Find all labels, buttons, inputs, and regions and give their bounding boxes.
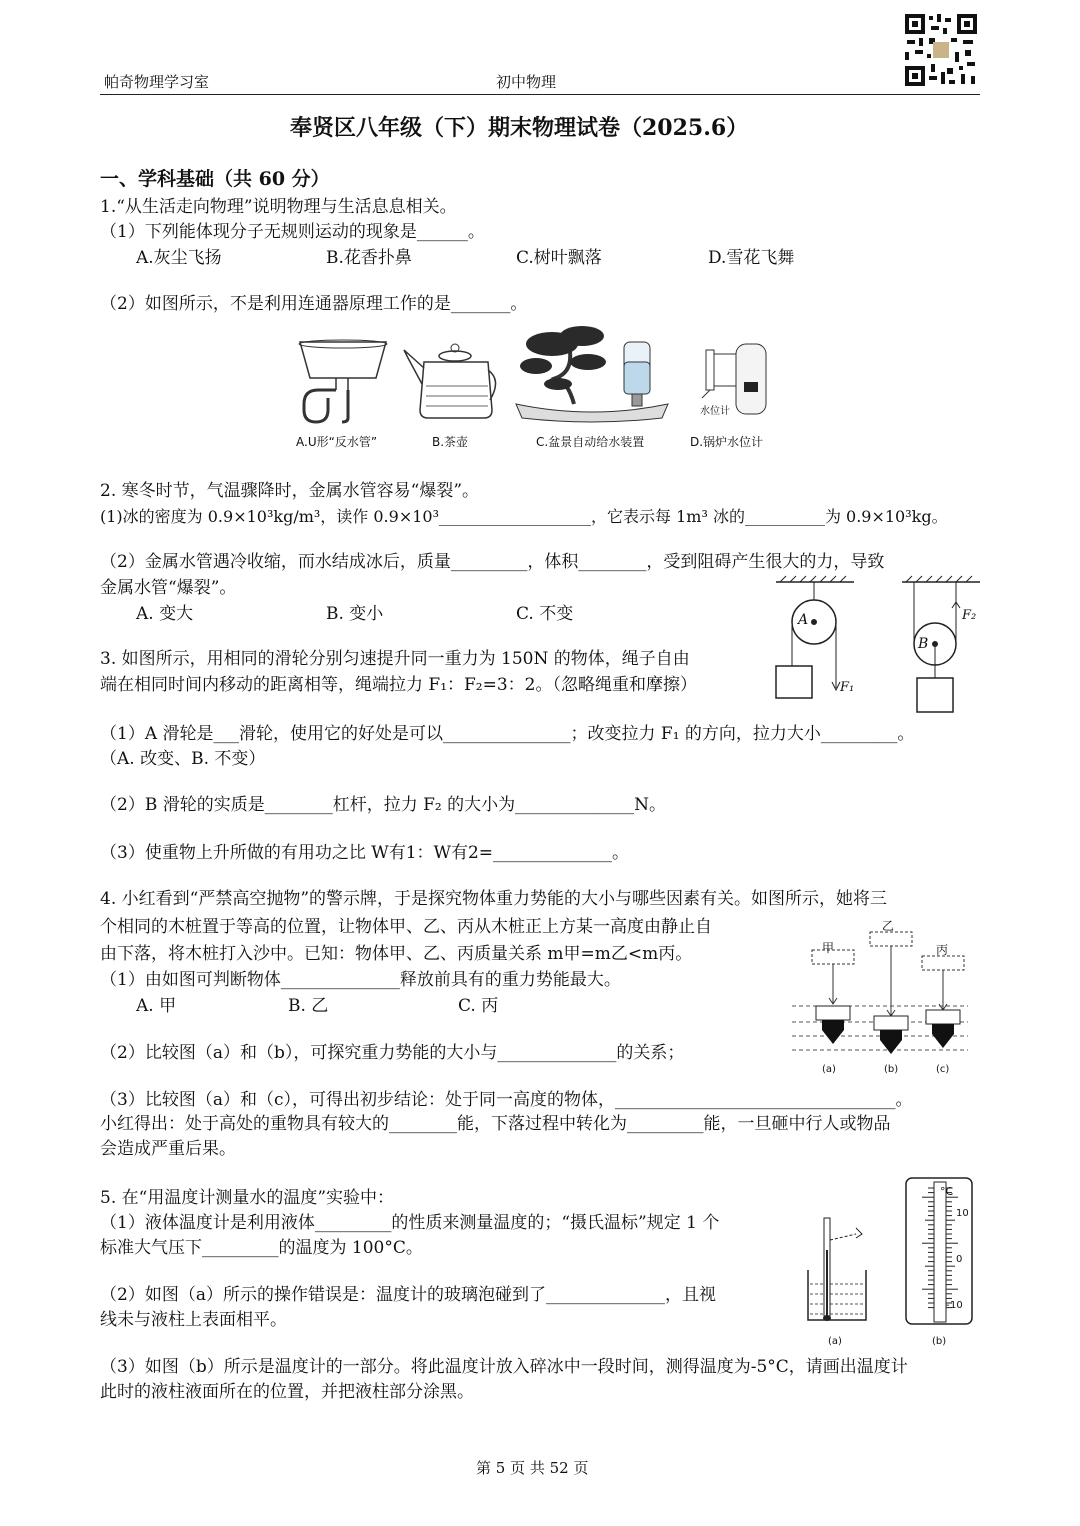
q3-part2: （2）B 滑轮的实质是________杠杆，拉力 F₂ 的大小为______________N。 <box>100 795 667 815</box>
section-heading: 一、学科基础（共 60 分） <box>100 168 330 190</box>
q1-part1: （1）下列能体现分子无规则运动的现象是______。 <box>100 222 485 242</box>
qr-code <box>903 12 979 88</box>
pulley-figure <box>770 574 984 718</box>
q5-part1-line1: （1）液体温度计是利用液体_________的性质来测量温度的；“摄氏温标”规定 1 个 <box>100 1213 720 1233</box>
q4-part3-line3: 会造成严重后果。 <box>100 1139 236 1159</box>
thermometer-tick-minus10: 10 <box>950 1300 963 1311</box>
q1-option-d: D.雪花飞舞 <box>708 248 795 268</box>
q4-option-c: C. 丙 <box>458 996 499 1016</box>
stake-label-yi: 乙 <box>882 919 895 933</box>
pulley-label-a: A <box>798 612 809 628</box>
q4-stem-line1: 4. 小红看到“严禁高空抛物”的警示牌，于是探究物体重力势能的大小与哪些因素有关。如图所示，她将三 <box>100 889 888 909</box>
q1-option-b: B.花香扑鼻 <box>326 248 412 268</box>
page-footer: 第 5 页 共 52 页 <box>476 1459 589 1477</box>
q2-part2-line1: （2）金属水管遇冷收缩，而水结成冰后，质量_________，体积________，受到阻碍产生很大的力，导致 <box>100 552 885 572</box>
stake-caption-c: (c) <box>936 1064 950 1075</box>
q5-stem: 5. 在“用温度计测量水的温度”实验中： <box>100 1188 395 1208</box>
q4-part3-line1: （3）比较图（a）和（c），可得出初步结论：处于同一高度的物体，_________________________________。 <box>100 1090 913 1110</box>
q5-part3-line2: 此时的液柱液面所在的位置，并把液柱部分涂黑。 <box>100 1382 474 1402</box>
q1-fig-caption-c: C.盆景自动给水装置 <box>536 435 645 449</box>
q3-part3: （3）使重物上升所做的有用功之比 W有1：W有2=______________。 <box>100 843 630 863</box>
thermometer-minus-sign: - <box>946 1300 950 1311</box>
q1-option-a: A.灰尘飞扬 <box>136 248 222 268</box>
beaker-caption: (a) <box>828 1336 842 1347</box>
q4-part2: （2）比较图（a）和（b），可探究重力势能的大小与______________的关系； <box>100 1043 685 1063</box>
q1-option-c: C.树叶飘落 <box>516 248 602 268</box>
q2-part2-line2: 金属水管“爆裂”。 <box>100 578 237 598</box>
stake-label-jia: 甲 <box>822 941 835 955</box>
teapot-figure <box>400 340 500 424</box>
q1-fig-label-water-gauge: 水位计 <box>700 406 730 417</box>
q4-part3-line2: 小红得出：处于高处的重物具有较大的________能，下落过程中转化为_________能，一旦砸中行人或物品 <box>100 1114 891 1134</box>
q2-part1: (1)冰的密度为 0.9×10³kg/m³，读作 0.9×10³___________________，它表示每 1m³ 冰的__________为 0.9×10³kg。 <box>100 507 948 526</box>
q4-stem-line3: 由下落，将木桩打入沙中。已知：物体甲、乙、丙质量关系 m甲=m乙<m丙。 <box>100 944 693 964</box>
stake-caption-b: (b) <box>884 1064 899 1075</box>
thermometer-tick-0: 0 <box>956 1254 963 1265</box>
q1-part2: （2）如图所示，不是利用连通器原理工作的是_______。 <box>100 294 528 314</box>
beaker-figure <box>804 1210 874 1326</box>
q1-stem: 1.“从生活走向物理”说明物理与生活息息相关。 <box>100 197 457 217</box>
q4-stem-line2: 个相同的木桩置于等高的位置，让物体甲、乙、丙从木桩正上方某一高度由静止自 <box>100 917 712 937</box>
stake-caption-a: (a) <box>822 1064 836 1075</box>
q4-option-b: B. 乙 <box>288 996 329 1016</box>
q2-stem: 2. 寒冬时节，气温骤降时，金属水管容易“爆裂”。 <box>100 481 480 501</box>
q5-part2-line2: 线未与液柱上表面相平。 <box>100 1310 287 1330</box>
pulley-label-f2: F₂ <box>962 608 977 623</box>
page-title: 奉贤区八年级（下）期末物理试卷（2025.6） <box>290 115 749 141</box>
q1-fig-caption-a: A.U形“反水管” <box>296 435 378 449</box>
q3-part1-line2: （A. 改变、B. 不变） <box>100 749 266 769</box>
q3-stem-line2: 端在相同时间内移动的距离相等，绳端拉力 F₁：F₂=3：2。（忽略绳重和摩擦） <box>100 675 697 695</box>
thermometer-caption: (b) <box>932 1336 947 1347</box>
q5-part1-line2: 标准大气压下_________的温度为 100°C。 <box>100 1238 423 1258</box>
q2-option-a: A. 变大 <box>136 604 194 624</box>
bonsai-figure <box>512 322 674 422</box>
header-center: 初中物理 <box>496 73 557 91</box>
q1-fig-caption-d: D.锅炉水位计 <box>690 435 764 449</box>
thermometer-unit: °C <box>940 1185 954 1198</box>
q2-option-b: B. 变小 <box>326 604 384 624</box>
q5-part2-line1: （2）如图（a）所示的操作错误是：温度计的玻璃泡碰到了______________，且视 <box>100 1285 716 1305</box>
q5-part3-line1: （3）如图（b）所示是温度计的一部分。将此温度计放入碎冰中一段时间，测得温度为-5°C，请画出温度计 <box>100 1357 908 1377</box>
header-left: 帕奇物理学习室 <box>104 73 210 91</box>
q3-stem-line1: 3. 如图所示，用相同的滑轮分别匀速提升同一重力为 150N 的物体，绳子自由 <box>100 649 690 669</box>
q4-option-a: A. 甲 <box>136 996 177 1016</box>
q3-part1-line1: （1）A 滑轮是___滑轮，使用它的好处是可以_______________；改变拉力 F₁ 的方向，拉力大小_________。 <box>100 724 915 744</box>
header-rule <box>100 94 980 95</box>
q1-fig-caption-b: B.茶壶 <box>432 435 469 449</box>
thermometer-tick-10: 10 <box>956 1208 969 1219</box>
pulley-label-b: B <box>918 636 929 652</box>
q2-option-c: C. 不变 <box>516 604 574 624</box>
stake-label-bing: 丙 <box>936 943 949 957</box>
q4-part1: （1）由如图可判断物体______________释放前具有的重力势能最大。 <box>100 970 621 990</box>
pulley-label-f1: F₁ <box>840 680 855 695</box>
u-trap-figure <box>296 338 396 424</box>
